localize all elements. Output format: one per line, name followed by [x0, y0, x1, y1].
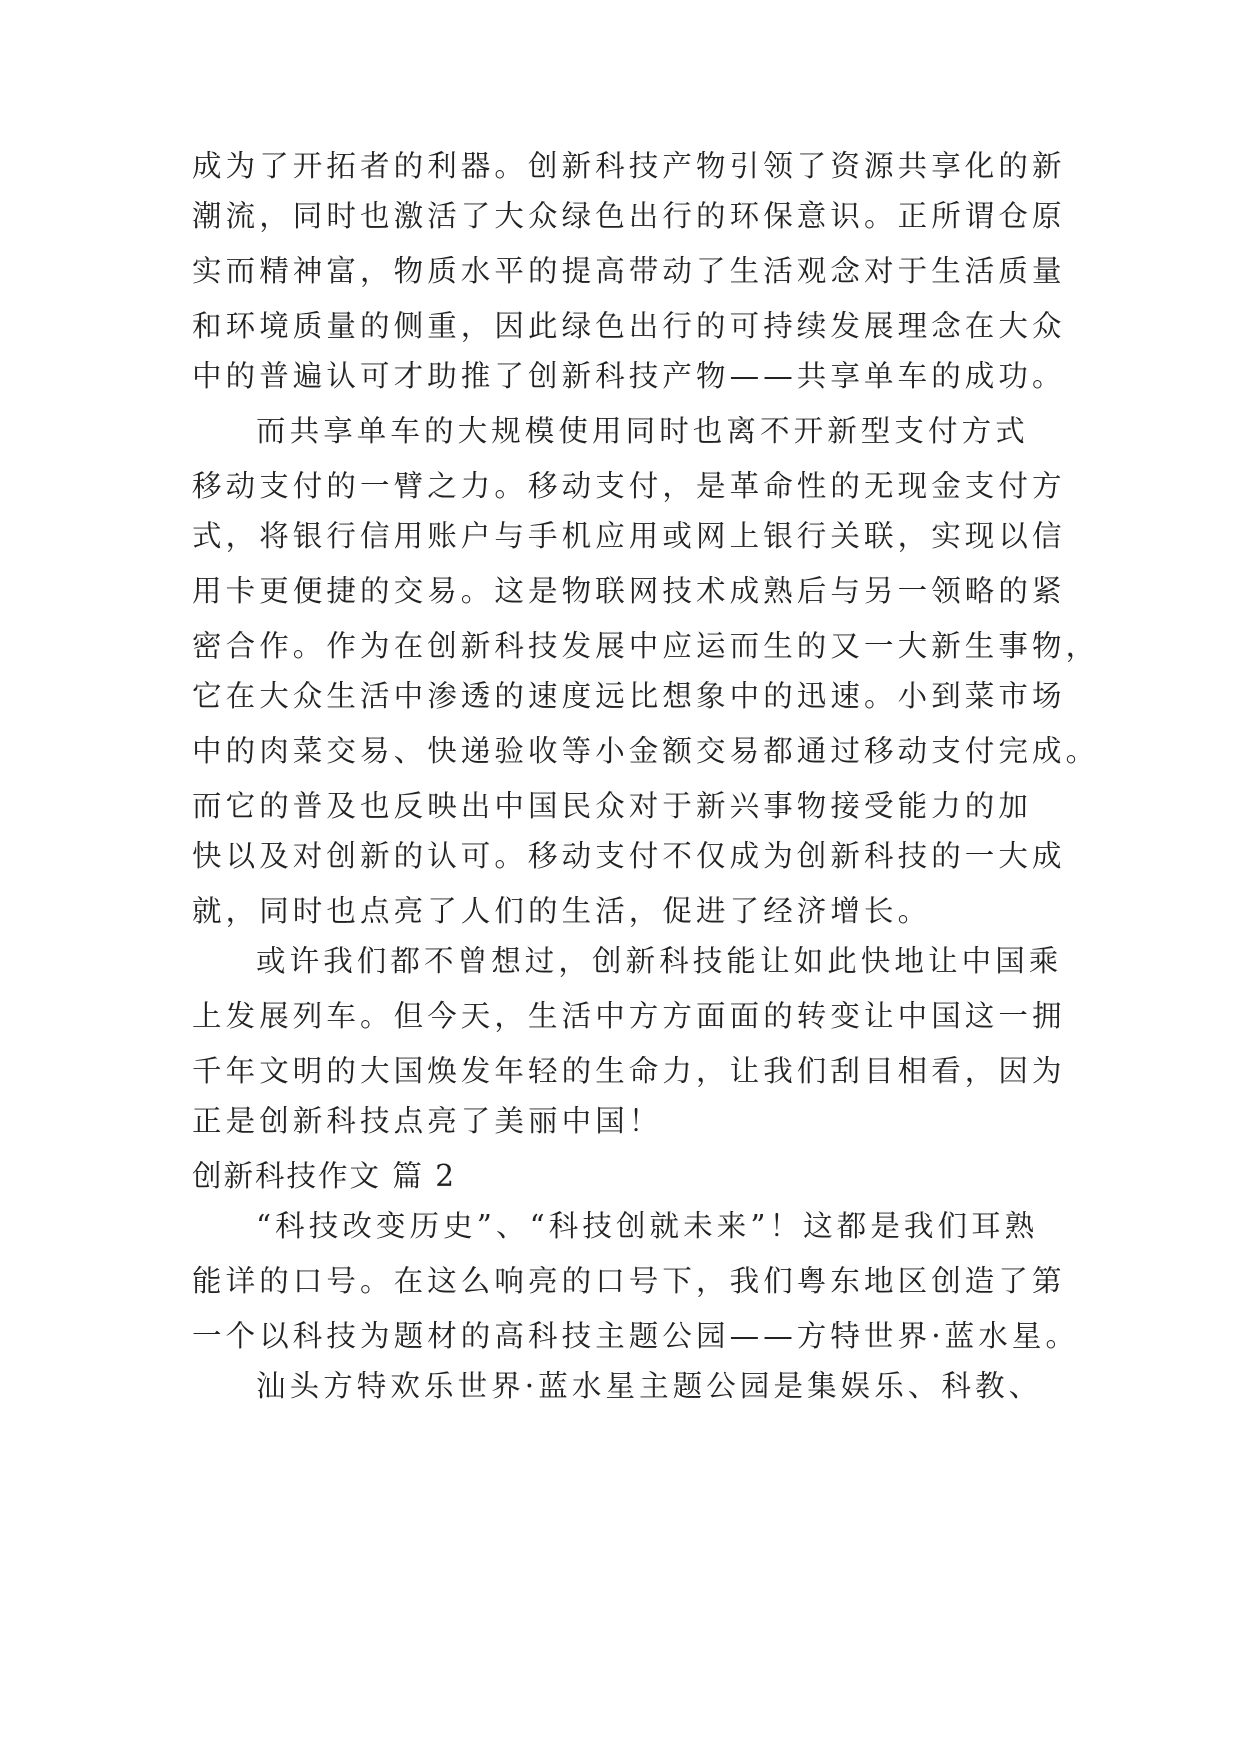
text-line: 移动支付的一臂之力。移动支付，是革命性的无现金支付方: [192, 469, 1066, 503]
text-line: 式，将银行信用账户与手机应用或网上银行关联，实现以信: [192, 519, 1066, 553]
paragraph-start: 汕头方特欢乐世界·蓝水星主题公园是集娱乐、科教、: [256, 1369, 1043, 1403]
text-line: 潮流，同时也激活了大众绿色出行的环保意识。正所谓仓原: [192, 199, 1066, 233]
text-line: 用卡更便捷的交易。这是物联网技术成熟后与另一领略的紧: [192, 574, 1066, 608]
text-line: 和环境质量的侧重，因此绿色出行的可持续发展理念在大众: [192, 309, 1066, 343]
text-line: 能详的口号。在这么响亮的口号下，我们粤东地区创造了第: [192, 1264, 1066, 1298]
paragraph-start: 或许我们都不曾想过，创新科技能让如此快地让中国乘: [256, 944, 1063, 978]
text-line: 而它的普及也反映出中国民众对于新兴事物接受能力的加: [192, 789, 1033, 823]
section-heading: 创新科技作文 篇 2: [192, 1159, 457, 1193]
text-line: 一个以科技为题材的高科技主题公园——方特世界·蓝水星。: [192, 1319, 1080, 1353]
text-line: 上发展列车。但今天，生活中方方面面的转变让中国这一拥: [192, 999, 1066, 1033]
text-line: 正是创新科技点亮了美丽中国！: [192, 1104, 663, 1138]
text-line: 成为了开拓者的利器。创新科技产物引领了资源共享化的新: [192, 149, 1066, 183]
text-line: 快以及对创新的认可。移动支付不仅成为创新科技的一大成: [192, 839, 1066, 873]
paragraph-start: 而共享单车的大规模使用同时也离不开新型支付方式: [256, 414, 1029, 448]
text-line: 中的普遍认可才助推了创新科技产物——共享单车的成功。: [192, 359, 1066, 393]
paragraph-start: “科技改变历史”、“科技创就未来”！这都是我们耳熟: [256, 1209, 1039, 1243]
text-line: 密合作。作为在创新科技发展中应运而生的又一大新生事物，: [192, 629, 1100, 663]
text-line: 千年文明的大国焕发年轻的生命力，让我们刮目相看，因为: [192, 1054, 1066, 1088]
text-line: 实而精神富，物质水平的提高带动了生活观念对于生活质量: [192, 254, 1066, 288]
text-line: 就，同时也点亮了人们的生活，促进了经济增长。: [192, 894, 932, 928]
text-line: 中的肉菜交易、快递验收等小金额交易都通过移动支付完成。: [192, 734, 1100, 768]
text-line: 它在大众生活中渗透的速度远比想象中的迅速。小到菜市场: [192, 679, 1066, 713]
